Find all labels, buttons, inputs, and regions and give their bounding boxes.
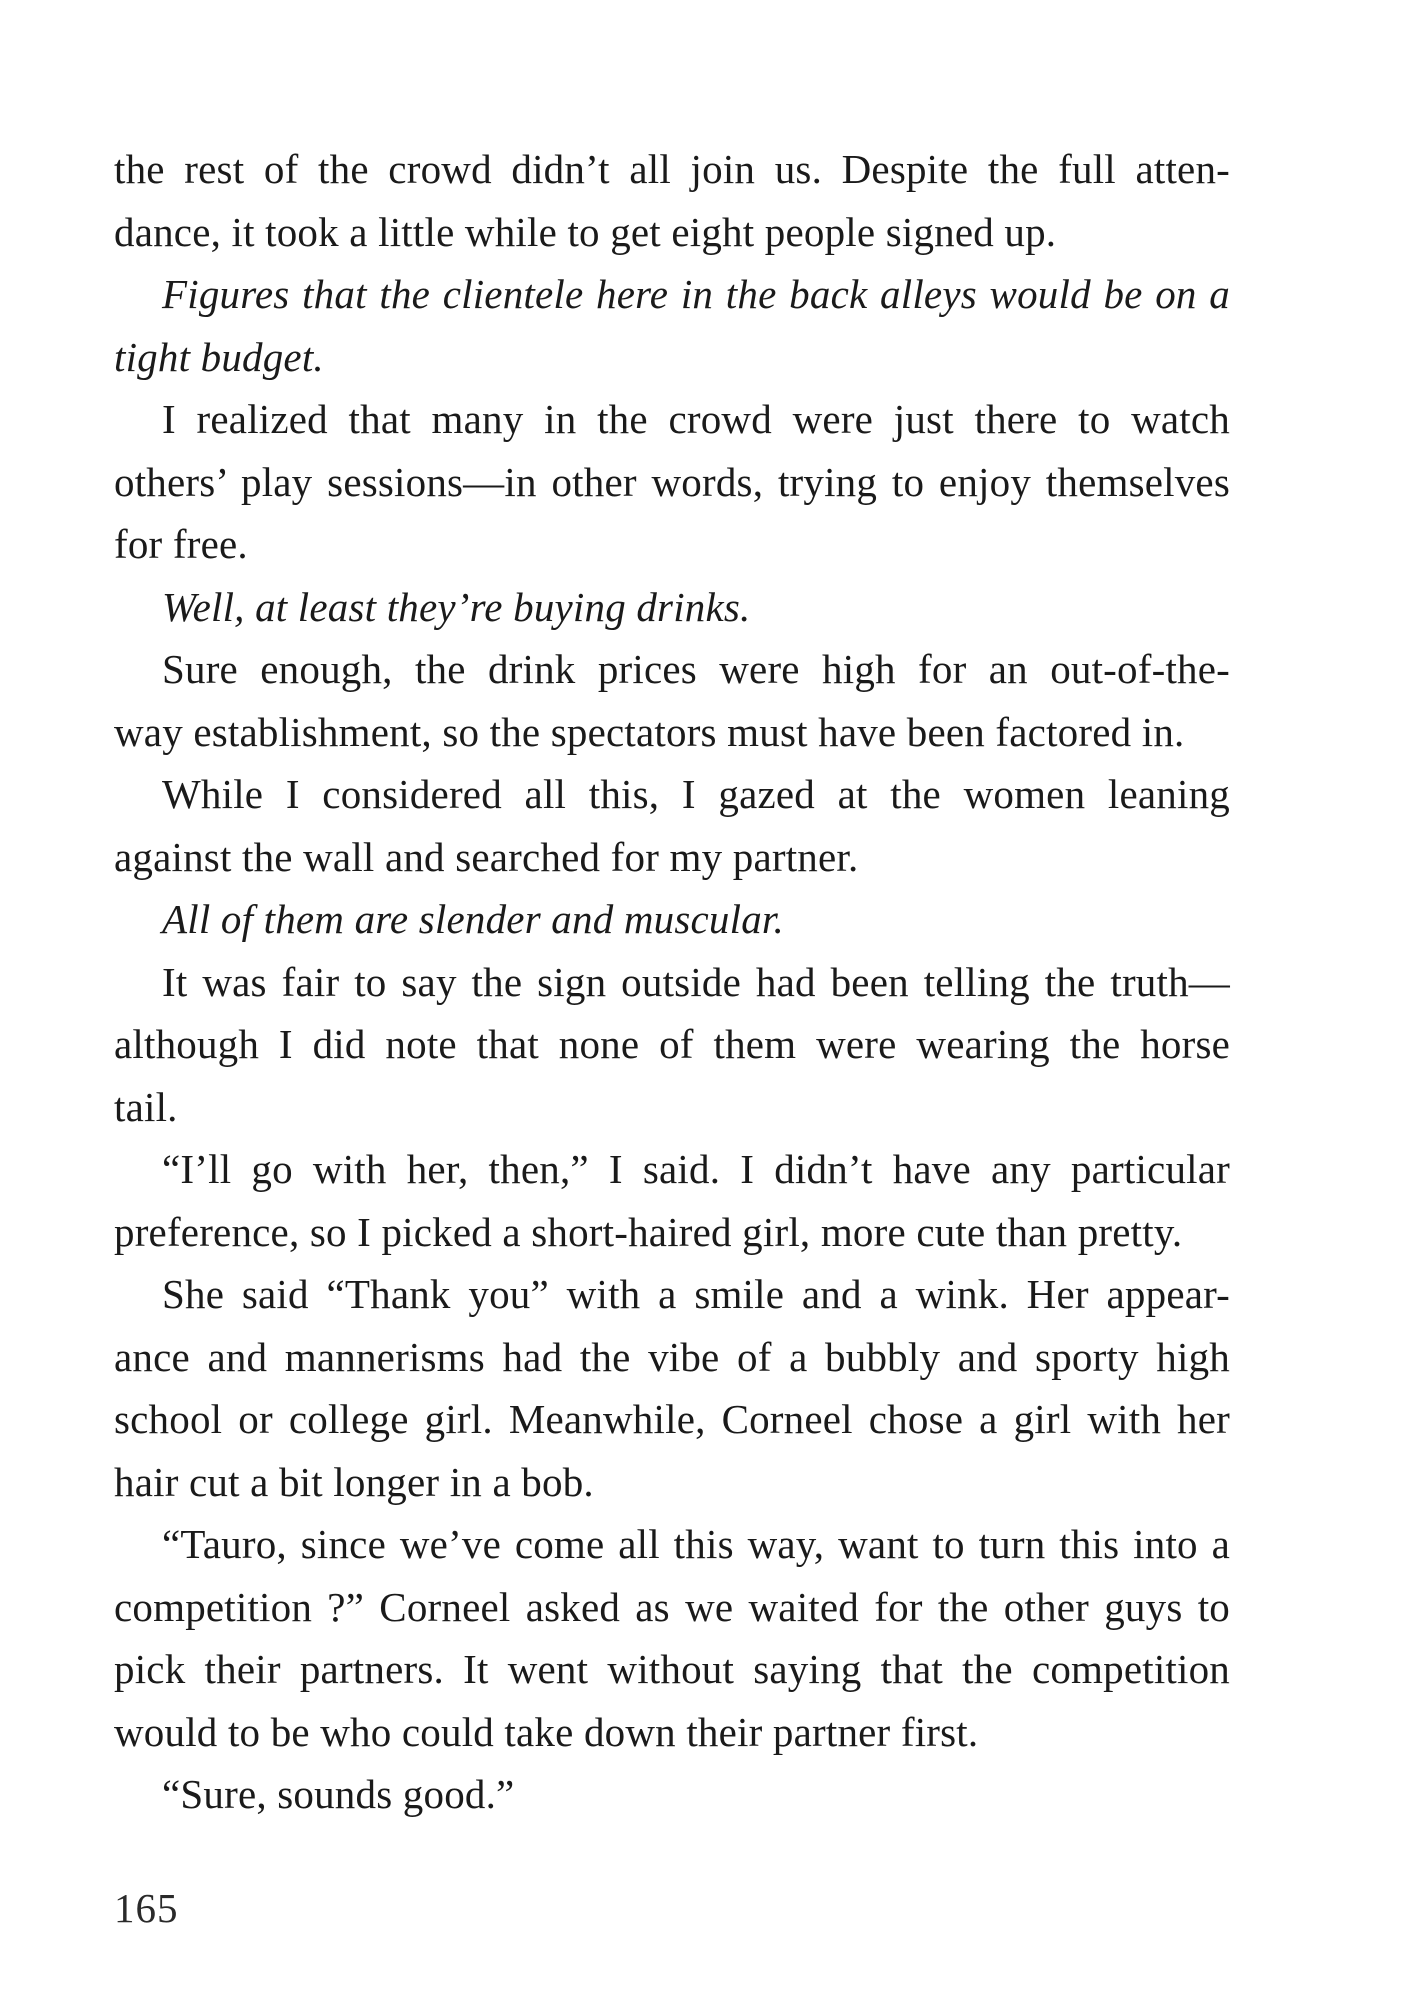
- text-line: preference, so I picked a short-haired girl, more cute than pretty.: [114, 1208, 1183, 1255]
- text-line: Figures that the clientele here in the back alleys would be on a: [162, 271, 1230, 317]
- text-line: the rest of the crowd didn’t all join us. Despite the full atten-: [114, 146, 1230, 192]
- text-line: dance, it took a little while to get eight people signed up.: [114, 208, 1057, 255]
- text-line: others’ play sessions—in other words, trying to enjoy themselves: [114, 458, 1230, 505]
- text-line: ance and mannerisms had the vibe of a bubbly and sporty high: [114, 1333, 1230, 1380]
- text-line: tight budget.: [114, 333, 324, 380]
- text-line: “Tauro, since we’ve come all this way, want to turn this into a: [162, 1521, 1230, 1567]
- paragraph: [114, 888, 1230, 951]
- text-line: pick their partners. It went without saying that the competition: [114, 1646, 1230, 1692]
- paragraph: [114, 1138, 1230, 1263]
- text-line: hair cut a bit longer in a bob.: [114, 1458, 594, 1505]
- text-line: tail.: [114, 1083, 178, 1130]
- text-line: It was fair to say the sign outside had been telling the truth—: [162, 958, 1230, 1005]
- paragraph: [114, 763, 1230, 888]
- text-block: [114, 138, 1230, 1826]
- paragraph: [114, 1763, 1230, 1826]
- text-line: All of them are slender and muscular.: [162, 896, 784, 942]
- text-line: Well, at least they’re buying drinks.: [162, 583, 751, 630]
- text-line: Sure enough, the drink prices were high for an out-of-the-: [162, 646, 1230, 692]
- text-line: against the wall and searched for my partner.: [114, 833, 859, 880]
- paragraph: [114, 951, 1230, 1139]
- text-line: although I did note that none of them were wearing the horse: [114, 1021, 1230, 1067]
- paragraph: [114, 1263, 1230, 1513]
- text-line: for free.: [114, 521, 248, 567]
- paragraph: [114, 138, 1230, 263]
- text-line: school or college girl. Meanwhile, Corneel chose a girl with her: [114, 1396, 1230, 1442]
- paragraph: [114, 263, 1230, 388]
- text-line: She said “Thank you” with a smile and a wink. Her appear-: [162, 1271, 1230, 1317]
- text-line: competition ?” Corneel asked as we waited for the other guys to: [114, 1583, 1230, 1630]
- paragraph: [114, 638, 1230, 763]
- text-line: I realized that many in the crowd were just there to watch: [162, 396, 1230, 442]
- text-line: “I’ll go with her, then,” I said. I didn’t have any particular: [162, 1146, 1230, 1192]
- paragraph: [114, 388, 1230, 576]
- paragraph: [114, 1513, 1230, 1763]
- text-line: “Sure, sounds good.”: [162, 1771, 515, 1817]
- page-number: 165: [114, 1885, 179, 1931]
- text-line: would to be who could take down their partner first.: [114, 1708, 979, 1755]
- text-line: While I considered all this, I gazed at the women leaning: [162, 771, 1230, 817]
- paragraph: [114, 576, 1230, 639]
- text-line: way establishment, so the spectators must have been factored in.: [114, 708, 1185, 755]
